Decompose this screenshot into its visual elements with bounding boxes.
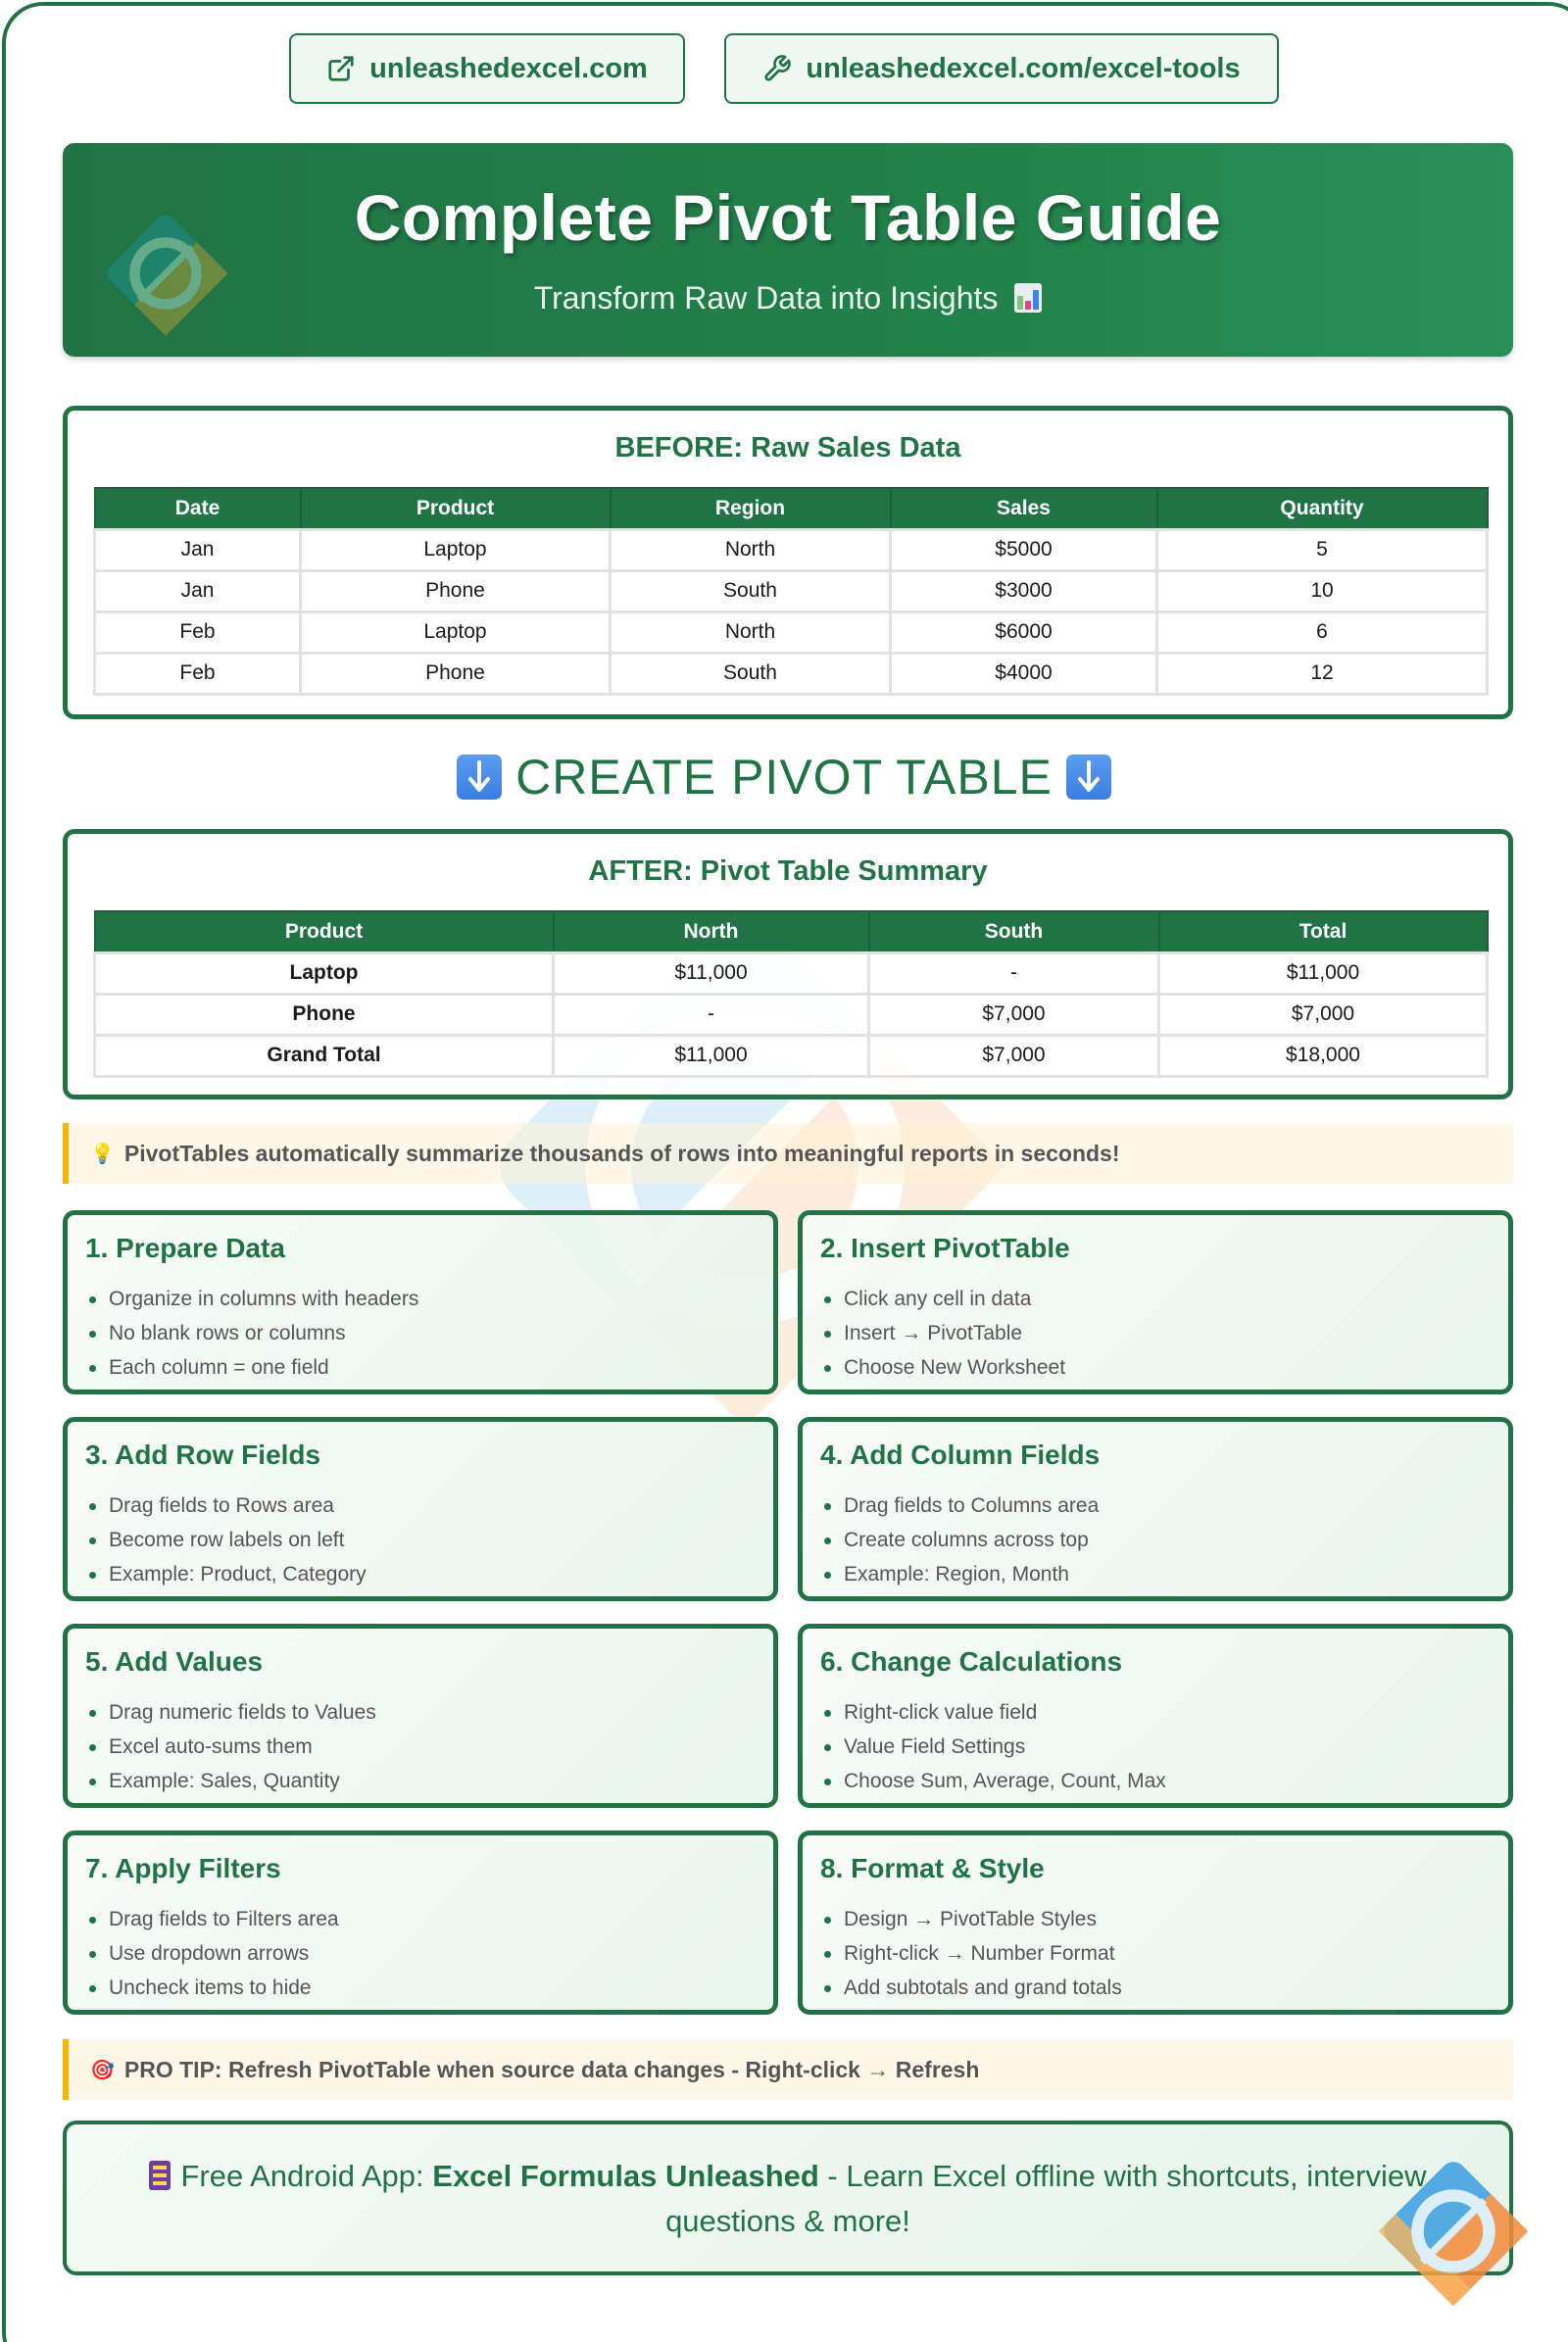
table-cell: $7,000 xyxy=(869,1035,1159,1076)
list-item: Drag fields to Rows area xyxy=(85,1488,773,1523)
table-cell: $4000 xyxy=(891,653,1157,694)
column-header: Total xyxy=(1159,911,1488,952)
grand-total-row xyxy=(95,1035,1488,1076)
after-table-card xyxy=(63,829,1513,1099)
table-cell: 5 xyxy=(1157,529,1488,570)
table-header-row xyxy=(95,488,1488,529)
table-cell: $11,000 xyxy=(1159,952,1488,994)
step-title: 6. Change Calculations xyxy=(820,1646,1123,1677)
list-item: Organize in columns with headers xyxy=(85,1282,773,1316)
wrench-icon xyxy=(762,54,792,83)
list-item: Click any cell in data xyxy=(820,1282,1508,1316)
step-list xyxy=(85,1695,773,1798)
raw-sales-table xyxy=(93,487,1489,696)
list-item: Example: Sales, Quantity xyxy=(85,1764,773,1798)
step-card-7 xyxy=(63,1830,778,2015)
step-title: 8. Format & Style xyxy=(820,1853,1045,1883)
table-row xyxy=(95,570,1488,611)
table-cell: Feb xyxy=(95,653,301,694)
column-header: Quantity xyxy=(1157,488,1488,529)
list-item: Choose Sum, Average, Count, Max xyxy=(820,1764,1508,1798)
column-header: Date xyxy=(95,488,301,529)
list-item: Right-click value field xyxy=(820,1695,1508,1730)
list-item: Example: Product, Category xyxy=(85,1557,773,1591)
step-card-2 xyxy=(798,1210,1513,1394)
table-cell: - xyxy=(869,952,1159,994)
table-row xyxy=(95,994,1488,1035)
insight-text: PivotTables automatically summarize thousands of rows into meaningful reports in seconds! xyxy=(123,1140,1120,1166)
subtitle-text: Transform Raw Data into Insights xyxy=(533,280,999,316)
excel-tools-link[interactable] xyxy=(724,33,1279,104)
insight-callout xyxy=(63,1123,1513,1184)
before-table-title: BEFORE: Raw Sales Data xyxy=(614,432,961,464)
list-item: Uncheck items to hide xyxy=(85,1971,773,2005)
table-cell: Jan xyxy=(95,529,301,570)
page-title: Complete Pivot Table Guide xyxy=(354,181,1222,254)
step-list xyxy=(85,1902,773,2005)
list-item: Choose New Worksheet xyxy=(820,1350,1508,1385)
list-item: Excel auto-sums them xyxy=(85,1730,773,1764)
table-cell: $7,000 xyxy=(1159,994,1488,1035)
table-cell: Jan xyxy=(95,570,301,611)
table-cell: 6 xyxy=(1157,611,1488,653)
table-cell: - xyxy=(554,994,869,1035)
create-pivot-heading xyxy=(0,749,1568,805)
step-card-5 xyxy=(63,1624,778,1808)
website-link[interactable] xyxy=(289,33,685,104)
table-row xyxy=(95,952,1488,994)
table-cell: $11,000 xyxy=(554,952,869,994)
table-cell: $5000 xyxy=(891,529,1157,570)
list-item: Create columns across top xyxy=(820,1523,1508,1557)
list-item: Become row labels on left xyxy=(85,1523,773,1557)
pivot-summary-table xyxy=(93,910,1489,1078)
external-link-icon xyxy=(326,54,356,83)
app-promo-banner[interactable] xyxy=(63,2121,1513,2275)
down-arrow-icon xyxy=(1066,755,1111,800)
table-cell: $11,000 xyxy=(554,1035,869,1076)
list-item: Drag fields to Filters area xyxy=(85,1902,773,1936)
step-title: 1. Prepare Data xyxy=(85,1233,285,1263)
step-title: 4. Add Column Fields xyxy=(820,1439,1101,1470)
column-header: Sales xyxy=(891,488,1157,529)
list-item: No blank rows or columns xyxy=(85,1316,773,1350)
table-cell: Phone xyxy=(301,653,611,694)
table-row xyxy=(95,611,1488,653)
promo-suffix: - Learn Excel offline with shortcuts, interview questions & more! xyxy=(665,2159,1427,2238)
step-title: 7. Apply Filters xyxy=(85,1853,281,1883)
list-item: Drag numeric fields to Values xyxy=(85,1695,773,1730)
top-links xyxy=(0,33,1568,104)
table-cell: $18,000 xyxy=(1159,1035,1488,1076)
table-row xyxy=(95,653,1488,694)
table-cell: Feb xyxy=(95,611,301,653)
table-cell: South xyxy=(611,570,891,611)
table-cell: 10 xyxy=(1157,570,1488,611)
list-item: Add subtotals and grand totals xyxy=(820,1971,1508,2005)
step-list xyxy=(820,1902,1508,2005)
step-list xyxy=(820,1282,1508,1385)
lightbulb-icon: 💡 xyxy=(90,1143,115,1165)
table-cell: North xyxy=(611,529,891,570)
step-list xyxy=(820,1695,1508,1798)
column-header: Region xyxy=(611,488,891,529)
table-cell: Laptop xyxy=(301,611,611,653)
row-label: Grand Total xyxy=(95,1035,554,1076)
promo-app-name: Excel Formulas Unleashed xyxy=(432,2159,819,2193)
list-item: Use dropdown arrows xyxy=(85,1936,773,1971)
excel-tools-link-label: unleashedexcel.com/excel-tools xyxy=(806,52,1241,84)
row-label: Laptop xyxy=(95,952,554,994)
table-header-row xyxy=(95,911,1488,952)
column-header: Product xyxy=(301,488,611,529)
table-cell: South xyxy=(611,653,891,694)
page-subtitle xyxy=(63,280,1513,317)
header-banner xyxy=(63,143,1513,357)
create-pivot-label: CREATE PIVOT TABLE xyxy=(515,750,1053,805)
table-cell: Phone xyxy=(301,570,611,611)
before-table-card xyxy=(63,406,1513,719)
promo-prefix: Free Android App: xyxy=(180,2159,433,2193)
step-title: 3. Add Row Fields xyxy=(85,1439,321,1470)
list-item: Example: Region, Month xyxy=(820,1557,1508,1591)
step-list xyxy=(85,1488,773,1591)
table-cell: $3000 xyxy=(891,570,1157,611)
step-card-1 xyxy=(63,1210,778,1394)
step-card-3 xyxy=(63,1417,778,1601)
table-cell: North xyxy=(611,611,891,653)
list-item: Drag fields to Columns area xyxy=(820,1488,1508,1523)
corner-logo-icon xyxy=(1372,2150,1535,2313)
step-title: 2. Insert PivotTable xyxy=(820,1233,1070,1263)
list-item: Insert → PivotTable xyxy=(820,1316,1508,1350)
down-arrow-icon xyxy=(457,755,502,800)
bar-chart-icon xyxy=(1014,283,1042,313)
row-label: Phone xyxy=(95,994,554,1035)
abacus-icon xyxy=(149,2161,171,2190)
website-link-label: unleashedexcel.com xyxy=(369,52,648,84)
step-card-8 xyxy=(798,1830,1513,2015)
pro-tip-callout xyxy=(63,2039,1513,2100)
target-icon: 🎯 xyxy=(90,2059,115,2081)
table-cell: Laptop xyxy=(301,529,611,570)
step-list xyxy=(820,1488,1508,1591)
table-row xyxy=(95,529,1488,570)
table-cell: $6000 xyxy=(891,611,1157,653)
list-item: Right-click → Number Format xyxy=(820,1936,1508,1971)
column-header: Product xyxy=(95,911,554,952)
step-card-6 xyxy=(798,1624,1513,1808)
after-table-title: AFTER: Pivot Table Summary xyxy=(588,855,988,887)
step-card-4 xyxy=(798,1417,1513,1601)
column-header: North xyxy=(554,911,869,952)
list-item: Value Field Settings xyxy=(820,1730,1508,1764)
column-header: South xyxy=(869,911,1159,952)
step-title: 5. Add Values xyxy=(85,1646,264,1677)
table-cell: 12 xyxy=(1157,653,1488,694)
step-list xyxy=(85,1282,773,1385)
table-cell: $7,000 xyxy=(869,994,1159,1035)
pro-tip-text: PRO TIP: Refresh PivotTable when source data changes - Right-click → Refresh xyxy=(123,2056,980,2082)
list-item: Each column = one field xyxy=(85,1350,773,1385)
list-item: Design → PivotTable Styles xyxy=(820,1902,1508,1936)
